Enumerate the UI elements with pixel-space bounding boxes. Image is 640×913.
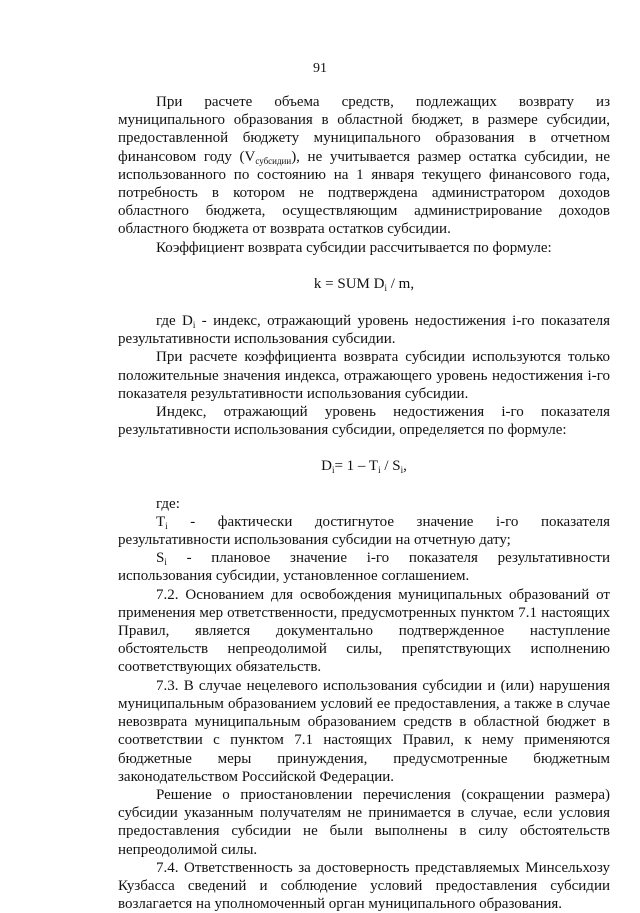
paragraph-where: где: — [156, 495, 180, 512]
paragraph-index-definition: где $D_i$ - индекс, отражающий уровень недостижения i-го показателя результативности использования субсидии. — [118, 313, 610, 348]
paragraph-7-4: 7.4. Ответственность за достоверность представляемых Минсельхозу Кузбасса сведений и соблюдение условий предоставления субсидии возлагается на уполномоченный орган муниципального образования. — [118, 859, 610, 913]
formula-coefficient: k = SUM $D_i$ / m, — [313, 275, 415, 293]
paragraph-ti-definition: $T_i$ - фактически достигнутое значение i-го показателя результативности использования субсидии на отчетную дату; — [118, 513, 610, 549]
document-body — [118, 93, 610, 913]
paragraph-7-3: 7.3. В случае нецелевого использования субсидии и (или) нарушения муниципальным образованием условий ее предоставления, а также в случае невозврата муниципальным образованием средств в областной бюджет в соответствии с пунктом 7.1 настоящих Правил, к нему применяются бюджетные меры принуждения, предусмотренные бюджетным законодательством Российской Федерации. — [118, 677, 610, 785]
paragraph-suspension-decision: Решение о приостановлении перечисления (сокращении размера) субсидии указанным получателям не принимается в случае, если условия предоставления субсидии не были выполнены в силу обстоятельств непреодолимой силы. — [118, 786, 610, 858]
paragraph-7-2: 7.2. Основанием для освобождения муниципальных образований от применения мер ответственности, предусмотренных пунктом 7.1 настоящих Правил, является документально подтвержденное наступление обстоятельств непреодолимой силы, препятствующих исполнению соответствующих обязательств. — [118, 586, 610, 676]
paragraph-index-intro: Индекс, отражающий уровень недостижения i-го показателя результативности использования субсидии, определяется по формуле: — [118, 404, 610, 439]
paragraph-return-volume: При расчете объема средств, подлежащих возврату из муниципального образования в областной бюджет, в размере субсидии, предоставленной бюджету муниципального образования в отчетном финансовом году $(V_{субсидии})$, не учитывается размер остатка субсидии, не использованного по состоянию на 1 января текущего финансового года, потребность в котором не подтверждена администратором доходов областного бюджета, осуществляющим администрирование доходов областного бюджета от возврата остатков субсидии. — [118, 94, 610, 238]
paragraph-coefficient-intro: Коэффициент возврата субсидии рассчитывается по формуле: — [156, 239, 552, 256]
paragraph-si-definition: $S_i$ - плановое значение i-го показателя результативности использования субсидии, установленное соглашением. — [118, 550, 610, 585]
formula-index: $D_i= 1 - T_i / S_i$, — [321, 458, 407, 476]
paragraph-positive-values: При расчете коэффициента возврата субсидии используются только положительные значения индекса, отражающего уровень недостижения i-го показателя результативности использования субсидии. — [118, 349, 610, 402]
page-number: 91 — [313, 61, 327, 76]
